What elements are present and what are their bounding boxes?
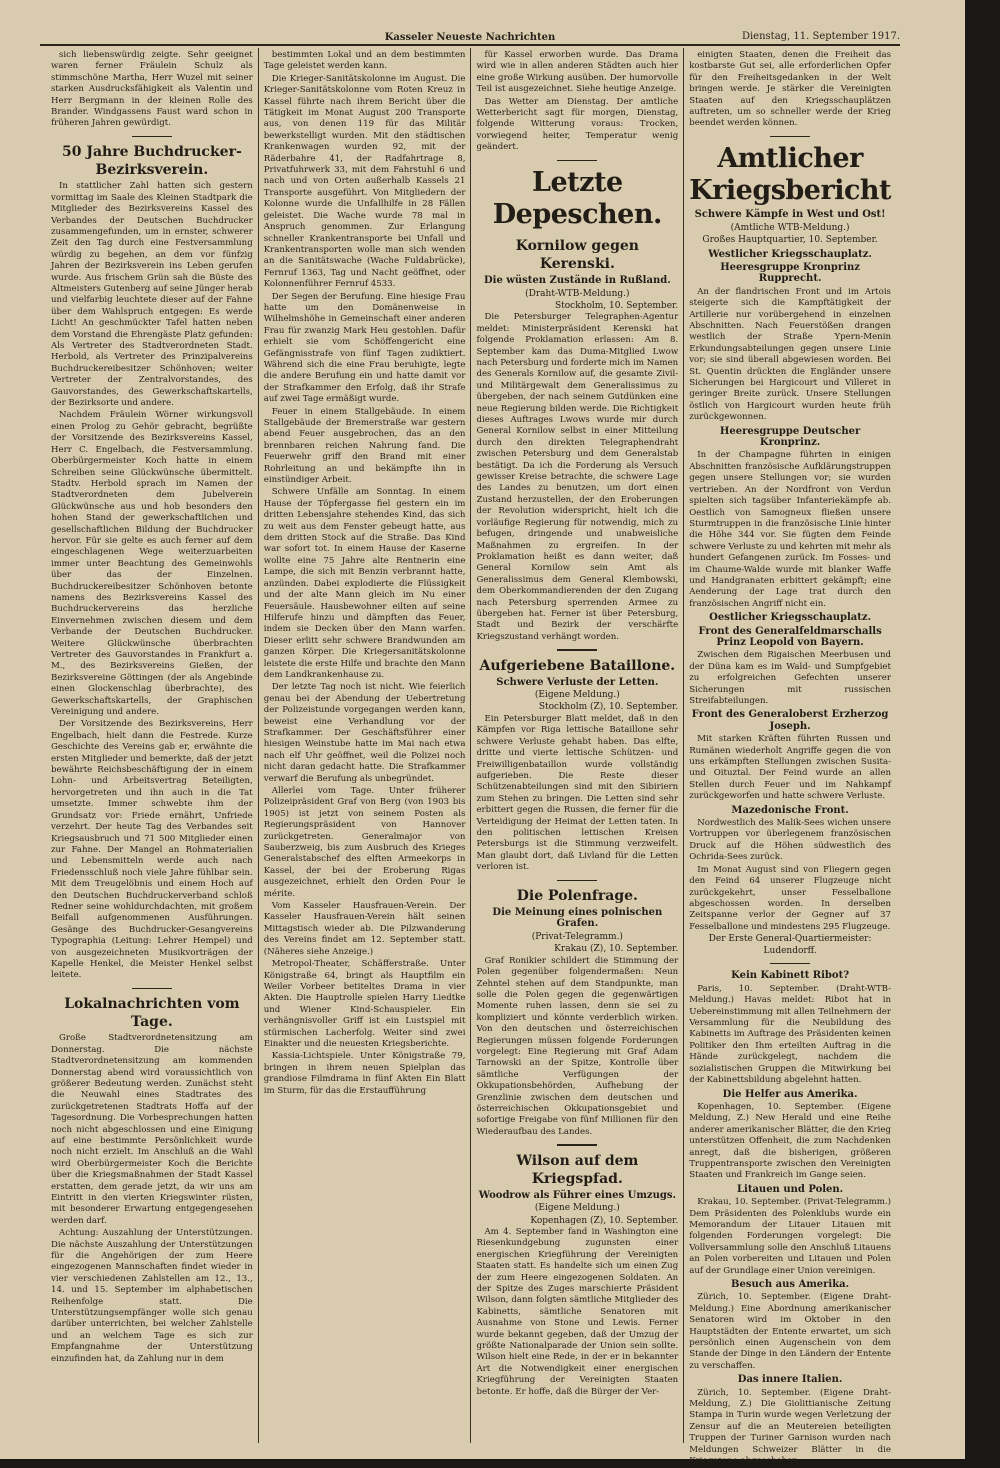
byline: (Eigene Meldung.) (534, 1203, 620, 1214)
section-headline: Amtlicher Kriegsbericht (689, 143, 891, 207)
issue-date: Dienstag, 11. September 1917. (741, 31, 900, 42)
article-paragraph: Die Petersburger Telegraphen-Agentur meldet: Ministerpräsident Kerenski hat folgende Proklamation erlassen: Am 8. September kam das Duma-Mitglied Lwow nach Petersburg und forderte mich im Namen des Generals Kornilow auf, die gesamte Zivil- und Militärgewalt dem Generalissimus zu übergeben, der nach seinem Gutdünken eine neue Regierung bilden werde. Die Richtigkeit dieses Auftrages Lwows wurde mir durch General Kornilow selbst in einer Mitteilung durch den direkten Telegraphendraht zwischen Petersburg und dem Generalstab bestätigt. Da ich die Forderung als Versuch gewisser Kreise betrachte, die schwere Lage des Landes zu benutzen, um dort einen Zustand herzustellen, der den Eroberungen der Revolution widerspricht, hielt ich die vorläufige Regierung für notwendig, mich zu befugen, dringende und unabweisliche Maßnahmen zu ergreifen. In der Proklamation heißt es dann weiter, daß General Kornilow sein Amt als Generalissimus dem General Klembowski, dem Oberkommandierenden der den Zugang nach Petersburg sperrenden Armee zu übergeben hat. Ferner ist über Petersburg, Stadt und Bezirk der verschärfte Kriegszustand verhängt worden. (476, 312, 679, 642)
article-subheadline: Das innere Italien. (737, 1374, 843, 1386)
article-subheadline: Front des Generalfeldmarschalls Prinz Leopold von Bayern. (698, 625, 882, 648)
article-paragraph: In der Champagne führten in einigen Abschnitten französische Aufklärungstruppen gegen unsere Stellungen vor; sie wurden vertrieben. An der Nordfront von Verdun spielten sich tagsüber Infanteriekämpfe ab. Oestlich von Samogneux fließen unsere Sturmtruppen in die französische Linie hinter die Höhe 344 vor. Sie fügten dem Feinde schwere Verluste zu und kehrten mit mehr als hundert Gefangenen zurück. Im Fosses- und im Chaume-Walde wurde mit blanker Waffe und Handgranaten erbittert gekämpft; eine Aenderung der Lage trat durch den französischen Angriff nicht ein. (689, 450, 891, 609)
article-subheadline: Mazedonische Front. (731, 804, 849, 816)
article-subheadline: Die Helfer aus Amerika. (722, 1088, 858, 1100)
article-headline: Lokalnachrichten vom Tage. (64, 996, 240, 1031)
article-subheadline: Besuch aus Amerika. (731, 1279, 850, 1290)
article-paragraph: bestimmten Lokal und an dem bestimmten Tage geleistet werden kann. (263, 50, 466, 72)
article-paragraph: Große Stadtverordnetensitzung am Donnerstag. Die nächste Stadtverordnetensitzung am kommenden Donnerstag abend wird voraussichtlich von größerer Bedeutung werden. Zunächst steht die Neuwahl eines Stadtrates des zurückgetretenen Stadtrats Hoffa auf der Tagesordnung. Die Vorbesprechungen hatten noch nicht abgeschlossen und eine Einigung auf eine bestimmte Persönlichkeit wurde noch nicht erzielt. Im Anschluß an die Wahl wird Oberbürgermeister Koch die Berichte über die Kriegsmaßnahmen der Stadt Kassel erstatten, dem gerade jetzt, da wir uns am Eintritt in den vierten Kriegswinter rüsten, mit besonderer Erwartung entgegengesehen werden darf. (51, 1033, 253, 1226)
article-headline: 50 Jahre Buchdrucker-Bezirksverein. (61, 144, 242, 179)
article-paragraph: Zwischen dem Rigaischen Meerbusen und der Düna kam es im Wald- und Sumpfgebiet zu erfolgreichen Gefechten unserer Sicherungen mit russischen Streifabteilungen. (689, 650, 891, 706)
article-subheadline: Oestlicher Kriegsschauplatz. (709, 612, 872, 624)
article-paragraph: Nachdem Fräulein Wörner wirkungsvoll einen Prolog zu Gehör gebracht, begrüßte der Vorsitzende des Bezirksvereins Kassel, Herr C. Engelbach, die Festversammlung. Oberbürgermeister Koch hatte in einem Schreiben seine Glückwünsche übermittelt. Stadtv. Herbold sprach im Namen der Stadtverordneten dem Jubelverein Glückwünsche aus und hob besonders den hohen Stand der gewerkschaftlichen und gesellschaftlichen Bildung der Buchdrucker hervor. Für sie gelte es auch ferner auf dem eingeschlagenen Wege weiterzuarbeiten immer unter Beachtung des Gemeinwohls über das der Einzelnen. Buchdruckereibesitzer Schönhoven betonte namens des Bezirksvereins Kassel des Buchdruckervereins das herzliche Einvernehmen zwischen diesem und dem Verbande der Deutschen Buchdrucker. Weitere Glückwünsche überbrachten Vertreter des Gauvorstandes in Frankfurt a. M., des Bezirksvereins Gießen, der Bezirksvereine Göttingen (der als Angebinde einen Glockenschlag überbrachte), des Gewerkschaftskartells, der Graphischen Vereinigung und andere. (51, 410, 253, 718)
divider-rule (770, 136, 810, 138)
column-3 (470, 48, 683, 1443)
article-paragraph: Schwere Unfälle am Sonntag. In einem Hause der Töpfergasse fiel gestern ein im dritten Lebensjahre stehendes Kind, das sich zu weit aus dem Fenster gebeugt hatte, aus dem dritten Stock auf die Straße. Das Kind war sofort tot. In einem Hause der Kaserne wollte eine 75 Jahre alte Rentnerin eine Lampe, die sich mit Benzin verbrannt hatte, anzünden. Dabei explodierte die Flüssigkeit und der alte Mann gleich im Nu einer Feuersäule. Hausbewohner eilten auf seine Hilferufe hinzu und dämpften das Feuer, indem sie Decken über den Mann warfen. Dieser erlitt sehr schwere Brandwunden am ganzen Körper. Die Kriegersanitätskolonne leistete die erste Hilfe und brachte den Mann dem Landkrankenhause zu. (263, 487, 466, 680)
article-paragraph: Paris, 10. September. (Draht-WTB-Meldung.) Havas meldet: Ribot hat in Uebereinstimmung mit allen Teilnehmern der Versammlung für die Neubildung des Kabinetts im Auftrage des Präsidenten keinen Politiker den Ihm erteilten Auftrag in die Hände zurückgelegt, nachdem die sozialistischen Gruppen die Mitwirkung bei der Kabinettsbildung abgelehnt hatten. (689, 983, 891, 1086)
article-subheadline: Woodrow als Führer eines Umzugs. (478, 1189, 676, 1201)
column-4 (683, 48, 896, 1467)
article-subheadline: Die Meinung eines polnischen Grafen. (492, 907, 663, 930)
article-paragraph: Der letzte Tag noch ist nicht. Wie feierlich genau bei der Abendung der Uebertretung der Polizeistunde vorgegangen werden kann, beweist eine Verhandlung vor der Strafkammer. Der Geschäftsführer einer hiesigen Weinstube hatte im Mai nach etwa nach elf Uhr geöffnet, weil die Polizei noch nicht daran gedacht hatte. Die Strafkammer verwarf die Berufung als unbegründet. (263, 682, 466, 784)
byline: (Amtliche WTB-Meldung.) (730, 222, 850, 233)
article-subheadline: Front des Generaloberst Erzherzog Joseph. (691, 709, 889, 732)
article-paragraph: Zürich, 10. September. (Eigene Draht-Meldung.) Eine Abordnung amerikanischer Senatoren wird im Oktober in den Hauptstädten der Entente erwartet, um sich persönlich einen Augenschein von dem Stande der Dinge in den Ländern der Entente zu verschaffen. (689, 1292, 891, 1371)
article-paragraph: sich liebenswürdig zeigte. Sehr geeignet waren ferner Fräulein Schulz als stimmschöne Martha, Herr Wuzel mit seiner starken Ausdrucksfähigkeit als Valentin und Herr Bergmann in der kleinen Rolle des Brander. Windgassens Faust ward schon in früheren Jahren gewürdigt. (51, 50, 253, 129)
dateline: Krakau (Z), 10. September. (554, 944, 679, 955)
byline: Der Erste General-Quartiermeister: Ludendorff. (708, 934, 872, 956)
article-paragraph: Die Krieger-Sanitätskolonne im August. Die Krieger-Sanitätskolonne vom Roten Kreuz in Kassel führte nach ihrem Bericht über die Tätigkeit im Monat August 200 Transporte aus, von denen 119 für das Militär bewerkstelligt wurden. Mit den städtischen Krankenwagen wurden 92, mit der Räderbahre 41, der Radfahrtrage 8, Privatfuhrwerk 33, mit dem Fahrstuhl 6 und nach und von Orten außerhalb Kassels 21 Transporte ausgeführt. Von Mitgliedern der Kolonne wurde die Unfallhilfe in 28 Fällen geleistet. Die Wache wurde 78 mal in Anspruch genommen. Zur Erlangung schneller Krankentransporte bei Unfall und Krankentransporten wolle man sich wenden an die Sanitätswache (Wache Fuldabrücke), Fernruf 1363, Tag und Nacht geöffnet, oder Kolonnenführer Fernruf 4533. (263, 73, 466, 290)
article-subheadline: Schwere Verluste der Letten. (496, 676, 659, 688)
dateline: Stockholm, 10. September. (554, 300, 679, 311)
column-1 (46, 48, 258, 1443)
section-headline: Letzte Depeschen. (492, 167, 662, 231)
article-subheadline: Heeresgruppe Deutscher Kronprinz. (719, 425, 861, 449)
article-paragraph: Krakau, 10. September. (Privat-Telegramm.) Dem Präsidenten des Polenklubs wurde ein Memorandum der Litauer Litauen mit folgenden Forderungen vorgelegt: Die Vollversammlung solle den Anschluß Litauens an Polen vorbereiten und Litauen und Polen auf der Grundlage einer Union vereinigen. (689, 1197, 891, 1276)
article-paragraph: Der Vorsitzende des Bezirksvereins, Herr Engelbach, hielt dann die Festrede. Kurze Geschichte des Vereins gab er, erwähnte die ersten Mitglieder und bemerkte, daß der jetzt bewährte Reichsbeschäftigung der in einem Lohn- und Arbeitsvertrag Beteiligten, hervorgetreten und ihn auch in die Tat umsetzte. Immer schwebte ihm der Grundsatz vor: Friede ernährt, Unfriede verzehrt. Der heute Tag des Verbandes seit Kriegsausbruch und 71 500 Mitglieder einen zur Fahne. Der Mangel an Rohmaterialien und Lebensmitteln werde auch nach Friedensschluß noch viele Jahre fühlbar sein. Mit dem Treugelöbnis und einem Hoch auf den Deutschen Buchdruckerverband schloß Redner seine wohldurchdachten, mit großem Beifall aufgenommenen Ausführungen. Gesänge des Buchdrucker-Gesangvereins Typographia (Leitung: Lehrer Hempel) und von ausgezeichneten Musikvorträgen der Kapelle Henkel, die Meister Henkel selbst leitete. (51, 719, 253, 981)
column-2 (258, 48, 471, 1443)
article-paragraph: für Kassel erworben wurde. Das Drama wird wie in allen anderen Städten auch hier eine große Wirkung ausüben. Der humorvolle Teil ist ausgezeichnet. Siehe heutige Anzeige. (476, 50, 679, 95)
byline: Großes Hauptquartier, 10. September. (702, 235, 878, 246)
byline: (Eigene Meldung.) (534, 690, 620, 701)
article-subheadline: Die wüsten Zustände in Rußland. (483, 275, 671, 287)
article-paragraph: Im Monat August sind von Fliegern gegen den Feind 64 unserer Flugzeuge nicht zurückgekehrt, unser Fesselballone abgeschossen worden. In derselben Zeitspanne verlor der Gegner auf 37 Fesselballone und mindestens 295 Flugzeuge. (689, 864, 891, 932)
article-columns (46, 48, 896, 1467)
article-paragraph: Graf Ronikier schildert die Stimmung der Polen gegenüber folgendermaßen: Neun Zehntel stehen auf dem Standpunkte, man solle die Polen gegen die gegenwärtigen Momente ruhen lassen, denn sie sei zu kompliziert und könnte verderblich wirken. Von den deutschen und österreichischen Regierungen müssen folgende Forderungen vorgelegt: Eine Regierung mit Graf Adam Tarnowski an der Spitze, Kontrolle über sämtliche Verfügungen der Okkupationsbehörden, Aufhebung der Grenzlinie zwischen dem deutschen und österreichischen Okkupationsgebiet und sofortige Freigabe von fünf Millionen für den Wiederaufbau des Landes. (476, 955, 679, 1137)
article-headline: Wilson auf dem Kriegspfad. (516, 1152, 639, 1187)
article-paragraph: Allerlei vom Tage. Unter früherer Polizeipräsident Graf von Berg (von 1903 bis 1905) ist jetzt von seinem Posten als Regierungspräsident von Hannover zurückgetreten. Generalmajor von Sauberzweig, bis zum Ausbruch des Krieges Generalstabschef des elften Armeekorps in Kassel, der bei der Eroberung Rigas ausgezeichnet, erhielt den Orden Pour le mérite. (263, 786, 466, 899)
article-paragraph: Vom Kasseler Hausfrauen-Verein. Der Kasseler Hausfrauen-Verein hält seinen Mittagstisch wieder ab. Die Pilzwanderung des Vereins findet am 12. September statt. (Näheres siehe Anzeige.) (263, 901, 466, 957)
article-headline: Kornilow gegen Kerenski. (515, 238, 639, 273)
divider-rule (132, 988, 172, 990)
article-subheadline: Kein Kabinett Ribot? (731, 970, 850, 982)
article-paragraph: Kopenhagen, 10. September. (Eigene Meldung, Z.) New Herald und eine Reihe anderer amerikanischer Blätter, die den Krieg unterstützen Offenheit, die zum Nachdenken anregt, daß die bisherigen, größeren Truppentransporte zwischen den Vereinigten Staaten und Frankreich im Gange seien. (689, 1101, 891, 1181)
article-subheadline: Westlicher Kriegsschauplatz. (708, 248, 872, 260)
divider-rule (557, 160, 597, 162)
article-paragraph: Das Wetter am Dienstag. Der amtliche Wetterbericht sagt für morgen, Dienstag, folgende Witterung voraus: Trocken, vorwiegend heiter, Temperatur wenig geändert. (476, 96, 679, 153)
article-paragraph: Mit starken Kräften führten Russen und Rumänen wiederholt Angriffe gegen die von uns erkämpften Stellungen zwischen Susita- und Oituztal. Der Feind wurde an allen Stellen durch Feuer und im Nahkampf zurückgeworfen und hatte schwere Verluste. (689, 734, 891, 802)
divider-rule (770, 963, 810, 965)
article-paragraph: Der Segen der Berufung. Eine hiesige Frau hatte um den Domänenweise in Wilhelmshöhe in Gemeinschaft einer anderen Frau für zwanzig Mark Heu gestohlen. Dafür erhielt sie vom Schöffengericht eine Gefängnisstrafe von fünf Tagen zudiktiert. Während sich die eine Frau beruhigte, legte die andere Berufung ein und hatte damit vor der Strafkammer den Erfolg, daß ihr Strafe auf zwei Tage ermäßigt wurde. (263, 291, 466, 405)
byline: (Draht-WTB-Meldung.) (525, 288, 630, 299)
article-paragraph: Feuer in einem Stallgebäude. In einem Stallgebäude der Bremerstraße war gestern abend Feuer ausgebrochen, das an den brennbaren reichen Nahrung fand. Die Feuerwehr griff den Brand mit einer Rohrleitung an und bekämpfte ihn in einstündiger Arbeit. (263, 406, 466, 486)
divider-rule (132, 136, 172, 138)
article-subheadline: Heeresgruppe Kronprinz Rupprecht. (720, 261, 860, 285)
article-paragraph: Ein Petersburger Blatt meldet, daß in den Kämpfen vor Riga lettische Bataillone sehr schwere Verluste gehabt haben. Das elfte, dritte und vierte lettische Schützen- und Freiwilligenbataillon wurde vollständig aufgerieben. Die Reste dieser Schützenabteilungen sind mit den Sibiriern zum Stehen zu bringen. Die Letten sind sehr erbittert gegen die Russen, die ferner für die Verteidigung der Heimat der Letten taten. In den politischen lettischen Kreisen Petersburgs ist die Stimmung verzweifelt. Man glaubt dort, daß Livland für die Letten verloren ist. (476, 713, 679, 873)
article-paragraph: Kassia-Lichtspiele. Unter Königstraße 79, bringen in ihrem neuen Spielplan das grandiose Filmdrama in fünf Akten Ein Blatt im Sturm, für das die Erstaufführung (263, 1051, 466, 1096)
dateline: Kopenhagen (Z), 10. September. (530, 1215, 679, 1226)
article-subheadline: Litauen und Polen. (737, 1183, 844, 1195)
dateline: Stockholm (Z), 10. September. (538, 702, 679, 713)
article-paragraph: Zürich, 10. September. (Eigene Draht-Meldung, Z.) Die Giolittianische Zeitung Stampa in Turin wurde wegen Verletzung der Zensur auf die an Meutereien beteiligten Truppen der Turiner Garnison wurden nach Meldungen Schweizer Blätter in die Kriegszone abgeschoben. (689, 1387, 891, 1467)
article-paragraph: An der flandrischen Front und im Artois steigerte sich die Kampftätigkeit der Artillerie nur vorübergehend in einzelnen Abschnitten. Nach Feuerstößen drangen westlich der Straße Ypern-Menin Erkundungsabteilungen gegen unsere Linie vor; sie sind überall abgewiesen worden. Bei St. Quentin drückten die Engländer unsere Sicherungen bei Hargicourt und Villeret in geringer Breite zurück. Unsere Stellungen östlich von Hargicourt wurden heute früh zurückgewonnen. (689, 286, 891, 423)
article-paragraph: Achtung: Auszahlung der Unterstützungen. Die nächste Auszahlung der Unterstützungen für die Angehörigen der zum Heere eingezogenen Mannschaften findet wieder in vier verschiedenen Zahlstellen am 12., 13., 14. und 15. September im alphabetischen Reihenfolge statt. Die Unterstützungsempfänger wolle sich genau darüber unterrichten, bei welcher Zahlstelle und an welchem Tage es sich zur Empfangnahme der Unterstützung einzufinden hat, da Zahlung nur in dem (51, 1228, 253, 1364)
article-headline: Die Polenfrage. (516, 888, 638, 905)
divider-rule (557, 880, 597, 882)
article-paragraph: einigten Staaten, denen die Freiheit das kostbarste Gut sei, alle erforderlichen Opfer für den Freiheitsgedanken in der Welt bringen werde. Je stärker die Vereinigten Staaten auf den Kriegsschauplätzen auftreten, um so schneller werde der Krieg beendet werden können. (689, 50, 891, 129)
article-subheadline: Schwere Kämpfe in West und Ost! (694, 209, 886, 221)
divider-rule (557, 1144, 597, 1146)
byline: (Privat-Telegramm.) (531, 931, 623, 942)
article-paragraph: Metropol-Theater, Schäfferstraße. Unter Königstraße 64, bringt als Hauptfilm ein Weiler Vorbeer betiteltes Drama in vier Akten. Die Hauptrolle spielen Harry Liedtke und Wiener Kind-Schauspieler. Ein verhängnisvoller Griff ist ein Lustspiel mit stürmischen Lacherfolg. Weiter sind zwei Einakter und die neuesten Kriegsberichte. (263, 959, 466, 1049)
newspaper-title: Kasseler Neueste Nachrichten (384, 32, 556, 43)
article-paragraph: Nordwestlich des Malik-Sees wichen unsere Vortruppen vor überlegenem französischen Druck auf die Höhen südwestlich des Ochrida-Sees zurück. (689, 818, 891, 863)
article-paragraph: Am 4. September fand in Washington eine Riesenkundgebung zugunsten einer energischen Kriegführung der Vereinigten Staaten statt. Es handelte sich um einen Zug der zum Heere eingezogenen Soldaten. An der Spitze des Zuges marschierte Präsident Wilson, dann folgten sämtliche Mitglieder des Kabinetts, sämtliche Senatoren mit Ausnahme von Stone und Lewis. Ferner wurde bekannt gegeben, daß der Umzug der größte Nationalparade der Union sein sollte. Wilson hielt eine Rede, in der er in bekannter Art die Notwendigkeit einer energischen Kriegführung der Vereinigten Staaten betonte. Er hoffe, daß die Bürger der Ver- (476, 1226, 679, 1397)
divider-rule (557, 649, 597, 651)
article-headline: Aufgeriebene Bataillone. (479, 657, 676, 674)
masthead (40, 28, 900, 46)
article-paragraph: In stattlicher Zahl hatten sich gestern vormittag im Saale des Kleinen Stadtpark die Mitglieder des Bezirksvereins Kassel des Verbandes der Deutschen Buchdrucker zusammengefunden, um in ernster, schwerer Zeit den Tag durch eine Festversammlung würdig zu begehen, an dem vor fünfzig Jahren der Bezirksverein ins Leben gerufen wurde. Aus frischem Grün sah die Büste des Altmeisters Gutenberg auf seine Jünger herab und vielfarbig leuchtete dieser auf der Fahne über dem Wahlspruch entgegen: Es werde Licht! An geschmückter Tafel hatten neben dem Vorstand die Ehrengäste Platz gefunden: Als Vertreter des Stadtverordneten Stadt. Herbold, als Vertreter des Prinzipalvereins Buchdruckereibesitzer Schönhoven; weiter Vertreter der Zentralvorstandes, des Gauvorstandes, des Gewerkschaftskartells, der Bezirksorte und andere. (51, 181, 253, 409)
